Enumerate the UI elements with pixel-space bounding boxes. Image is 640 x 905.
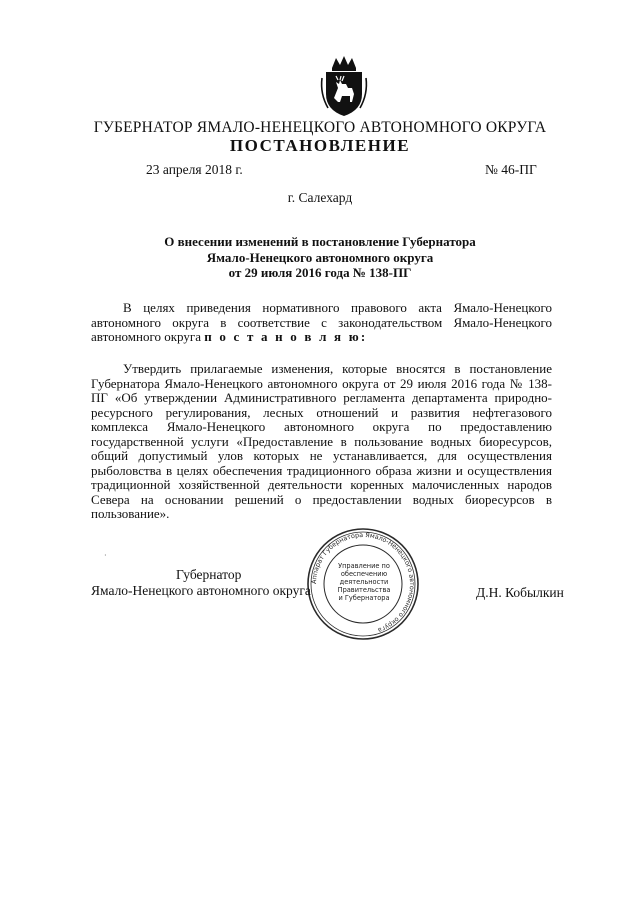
title-line-2: Ямало-Ненецкого автономного округа [206,249,434,265]
document-number: № 46-ПГ [485,162,537,177]
title-line-1: О внесении изменений в постановление Губернатора [164,234,476,249]
coat-of-arms-emblem [318,54,370,118]
document-date: 23 апреля 2018 г. [146,162,243,177]
resolution-paragraph: Утвердить прилагаемые изменения, которые вносятся в постановление Губернатора Ямало-Ненецкого автономного округа от 29 июля 2016 года № 138-ПГ «Об утверждении Административного регламента департамента природно-ресурсного регулирования, лесных отношений и развития нефтегазового комплекса Ямало-Ненецкого автономного округа по предоставлению государственной услуги «Предоставление в пользование водных биоресурсов, общий допустимый улов которых не устанавливается, для осуществления рыболовства в целях обеспечения традиционного образа жизни и осуществления традиционной хозяйственной деятельности коренных малочисленных народов Севера на основании решений о предоставлении водных биоресурсов в пользование». [91,361,552,521]
seal-line-1: Управление по [338,562,390,570]
signatory-title: Губернатор [176,567,242,582]
seal-ring-text: Аппарат Губернатора Ямало-Ненецкого автономного округа [309,530,417,635]
preamble-paragraph [91,301,552,345]
resolution-word: п о с т а н о в л я ю: [204,329,368,344]
document-title [120,234,520,281]
organization-heading: ГУБЕРНАТОР ЯМАЛО-НЕНЕЦКОГО АВТОНОМНОГО ОКРУГА [93,119,547,136]
seal-line-4: Правительства [337,586,391,594]
title-line-3: от 29 июля 2016 года № 138-ПГ [228,265,412,280]
seal-line-5: и Губернатора [338,594,390,602]
signatory-name: Д.Н. Кобылкин [476,585,564,600]
seal-center-text [336,562,392,602]
seal-line-2: обеспечению [340,570,388,578]
document-type-heading: ПОСТАНОВЛЕНИЕ [229,136,411,155]
seal-line-3: деятельности [339,578,389,586]
preamble-text: В целях приведения нормативного правового акта Ямало-Ненецкого автономного округа в соответствие с законодательством Ямало-Ненецкого автономного округа [91,300,552,344]
scan-dot: · [104,551,107,560]
signatory-region: Ямало-Ненецкого автономного округа [91,583,311,598]
document-place: г. Салехард [287,190,353,205]
